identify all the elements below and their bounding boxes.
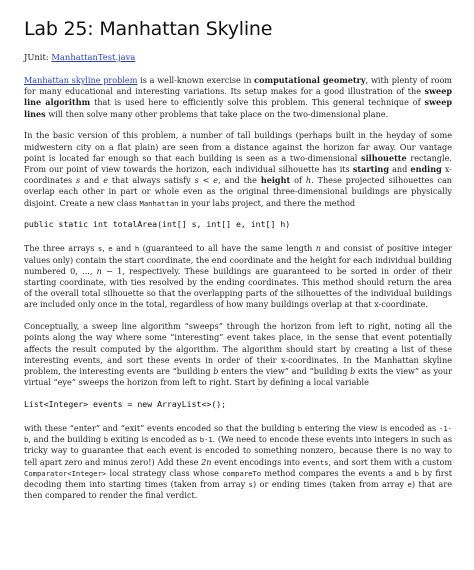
junit-label: JUnit: bbox=[24, 52, 49, 62]
junit-line bbox=[24, 52, 135, 62]
code-signature: public static int totalArea(int[] s, int[] e, int[] h) bbox=[24, 219, 291, 230]
code-events-variable: List<Integer> events = new ArrayList<>(); bbox=[24, 398, 227, 409]
paragraph-setup: In the basic version of this problem, a number of tall buildings (perhaps built in the heyday of some midwestern city on a flat plain) are seen from a distance against the horizon far away. Our vantage point is located far enough so that each building is seen as a two-dimensional silhouette rectangle. From our point of view towards the horizon, each individual silhouette has its starting and ending x-coordinates s and e that always satisfy s < e, and the height of h. These projected silhouettes can overlap each other in part or whole even as the original three-dimensional buildings are physically disjoint. Create a new class Manhattan in your labs project, and there the method bbox=[24, 130, 452, 208]
paragraph-encoding: with these “enter” and “exit” events encoded so that the building b entering the view is encoded as -1-b, and the building b exiting is encoded as b-1. (We need to encode these events into integers in such as tricky way to guarantee that each event is encoded to something nonzero, because there is no way to tell apart zero and minus zero!) Add these 2n event encodings into events, and sort them with a custom Comparator<Integer> local strategy class whose compareTo method compares the events a and b by first decoding them into starting times (taken from array s) or ending times (taken from array e) that are then compared to render the final verdict. bbox=[24, 423, 453, 501]
document-body bbox=[24, 75, 452, 512]
page-title: Lab 25: Manhattan Skyline bbox=[24, 18, 273, 40]
paragraph-intro: Manhattan skyline problem is a well-known exercise in computational geometry, with plenty of room for many educational and interesting variations. Its setup makes for a good illustration of the sweep line algorithm that is used here to efficiently solve this problem. This general technique of sweep lines will then solve many other problems that take place on the two-dimensional plane. bbox=[24, 75, 453, 119]
skyline-problem-link[interactable]: Manhattan skyline problem bbox=[24, 75, 138, 85]
paragraph-arrays: The three arrays s, e and h (guaranteed to all have the same length n and consist of positive integer values only) contain the start coordinate, the end coordinate and the height for each individual building numbered 0, ..., n − 1, respectively. These buildings are guaranteed to be sorted in order of their starting coordinate, with ties resolved by the ending coordinates. This method should return the area of the overall total silhouette so that the overlapping parts of the silhouettes of the individual buildings are included only once in the total, regardless of how many buildings overlap at that x-coordinate. bbox=[24, 243, 452, 310]
junit-test-link[interactable]: ManhattanTest.java bbox=[51, 52, 136, 62]
paragraph-sweep: Conceptually, a sweep line algorithm “sweeps” through the horizon from left to right, noting all the points along the way where some “interesting” event takes place, in the sense that event potentially affects the result computed by the algorithm. The algorithm should start by creating a list of these interesting events, and sort these events in order of their x-coordinates. In the Manhattan skyline problem, the interesting events are “building b enters the view” and “building b exits the view” as your virtual “eye” sweeps the horizon from left to right. Start by defining a local variable bbox=[24, 321, 452, 388]
